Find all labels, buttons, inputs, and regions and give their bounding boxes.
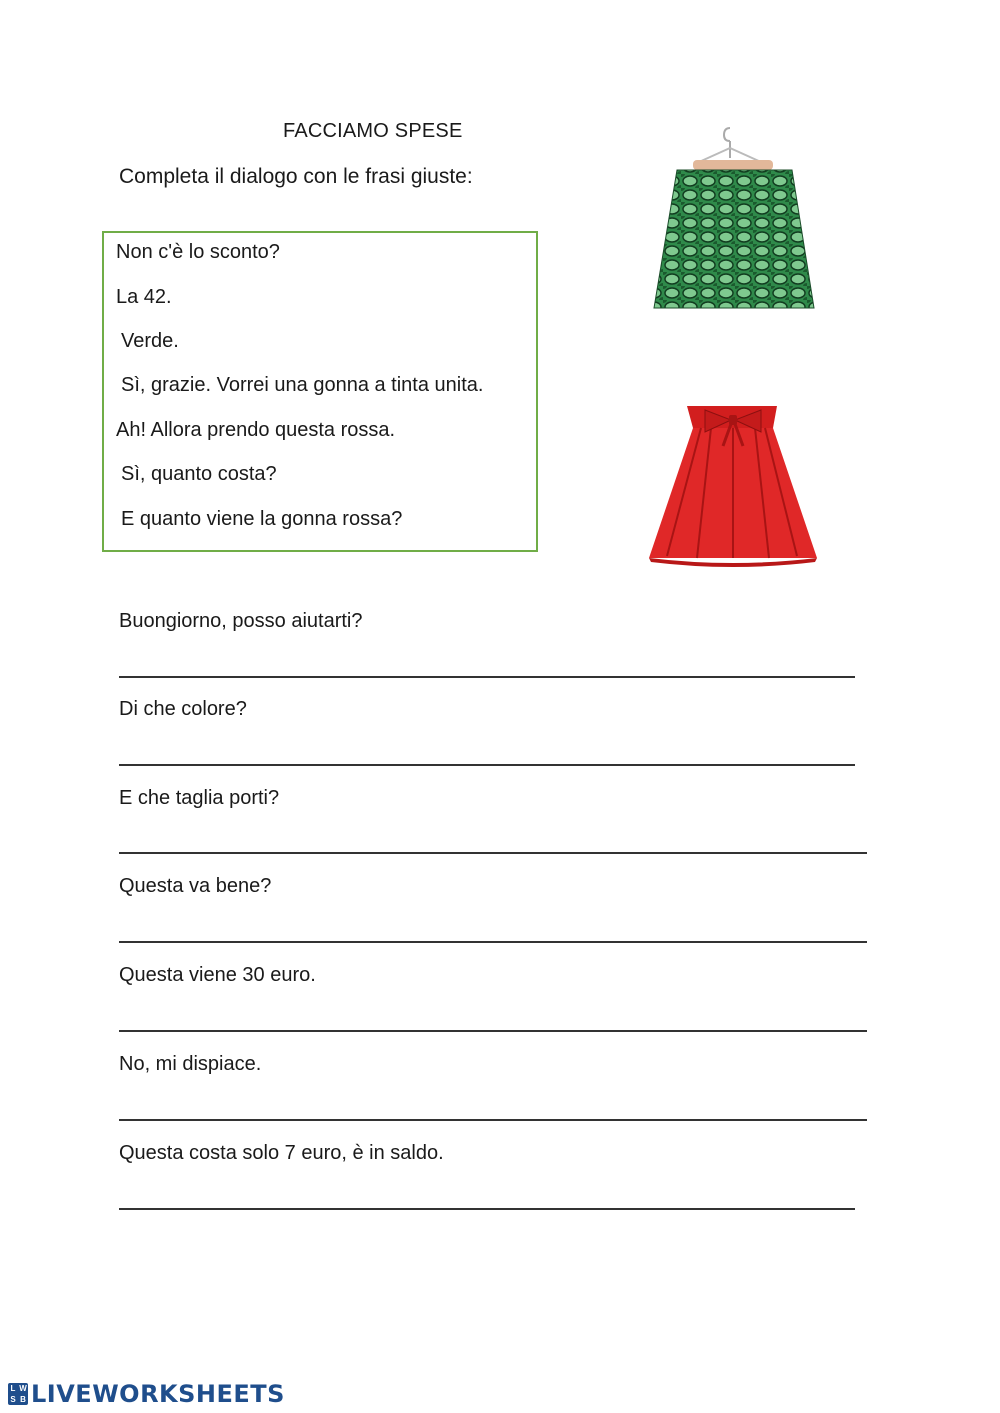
phrase-item[interactable]: Sì, grazie. Vorrei una gonna a tinta unita. (121, 374, 484, 396)
answer-line[interactable] (119, 852, 867, 854)
dialog-line: Questa viene 30 euro. (119, 964, 316, 986)
phrase-item[interactable]: E quanto viene la gonna rossa? (121, 508, 403, 530)
liveworksheets-logo-icon: L W S B (8, 1383, 28, 1405)
dialog-line: Di che colore? (119, 698, 247, 720)
answer-line[interactable] (119, 1119, 867, 1121)
answer-line[interactable] (119, 764, 855, 766)
answer-line[interactable] (119, 676, 855, 678)
dialog-line: Buongiorno, posso aiutarti? (119, 610, 363, 632)
answer-line[interactable] (119, 941, 867, 943)
footer-brand[interactable] (8, 1380, 285, 1408)
worksheet-title: FACCIAMO SPESE (283, 120, 463, 142)
phrase-item[interactable]: La 42. (116, 286, 172, 308)
phrase-item[interactable]: Sì, quanto costa? (121, 463, 277, 485)
phrase-item[interactable]: Ah! Allora prendo questa rossa. (116, 419, 396, 441)
footer-brand-text: LIVEWORKSHEETS (31, 1380, 285, 1408)
answer-line[interactable] (119, 1030, 867, 1032)
dialog-line: No, mi dispiace. (119, 1053, 262, 1075)
worksheet-instruction: Completa il dialogo con le frasi giuste: (119, 165, 473, 188)
phrase-item[interactable]: Non c'è lo sconto? (116, 241, 280, 263)
red-skirt-image (645, 398, 821, 573)
green-skirt-image (627, 118, 840, 332)
dialog-line: E che taglia porti? (119, 787, 280, 809)
answer-line[interactable] (119, 1208, 855, 1210)
phrase-item[interactable]: Verde. (121, 330, 179, 352)
dialog-line: Questa va bene? (119, 875, 272, 897)
dialog-line: Questa costa solo 7 euro, è in saldo. (119, 1142, 444, 1164)
